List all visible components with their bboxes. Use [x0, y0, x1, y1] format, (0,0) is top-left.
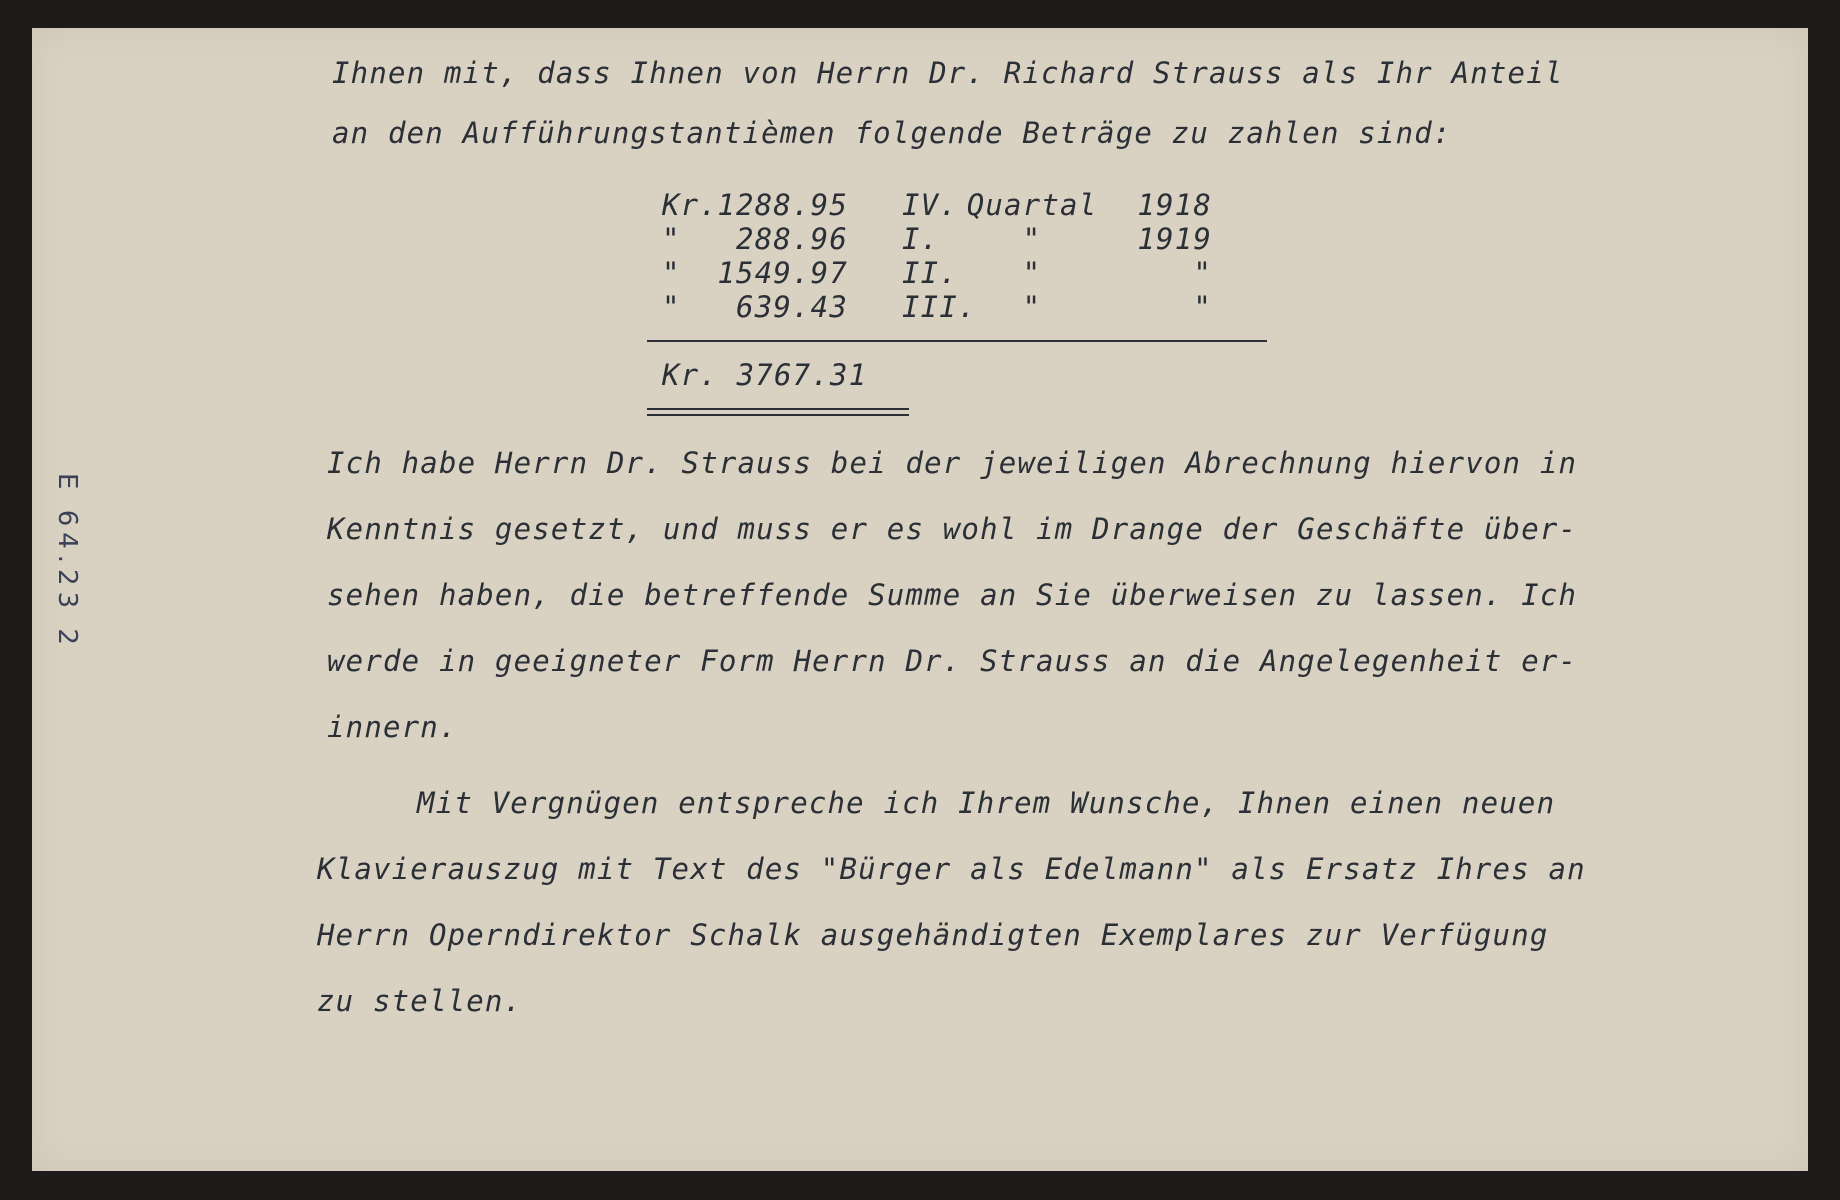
amount-cell: 1549.97 [717, 256, 848, 290]
text-line: innern. [327, 710, 458, 744]
quarter-cell: I. [902, 222, 940, 256]
text-line: Klavierauszug mit Text des "Bürger als Edelmann" als Ersatz Ihres an [317, 852, 1586, 886]
text-line: Kenntnis gesetzt, und muss er es wohl im Drange der Geschäfte über- [327, 512, 1578, 546]
year-cell: " [1193, 256, 1212, 290]
text-line: an den Aufführungstantièmen folgende Beträge zu zahlen sind: [332, 116, 1452, 150]
period-cell: " [1022, 290, 1042, 324]
total-double-rule [647, 408, 909, 416]
amount-cell: 1288.95 [717, 188, 848, 222]
sum-rule [647, 340, 1267, 342]
period-cell: Quartal [966, 188, 1098, 222]
quarter-cell: II. [902, 256, 958, 290]
period-cell: " [1022, 256, 1042, 290]
year-cell: " [1193, 290, 1212, 324]
currency-cell: " [662, 256, 681, 290]
quarter-cell: IV. [902, 188, 958, 222]
text-line: Herrn Operndirektor Schalk ausgehändigten Exemplares zur Verfügung [317, 918, 1549, 952]
archive-signature-mark: E 64.23 2 [52, 473, 82, 651]
text-line: werde in geeigneter Form Herrn Dr. Strauss an die Angelegenheit er- [327, 644, 1578, 678]
currency-cell: " [662, 290, 681, 324]
total-amount: Kr. 3767.31 [662, 358, 868, 392]
text-line: Ich habe Herrn Dr. Strauss bei der jeweiligen Abrechnung hiervon in [327, 446, 1578, 480]
amounts-table [632, 188, 1272, 448]
currency-cell: Kr. [662, 188, 718, 222]
text-line: Mit Vergnügen entspreche ich Ihrem Wunsche, Ihnen einen neuen [417, 786, 1556, 820]
text-line: Ihnen mit, dass Ihnen von Herrn Dr. Richard Strauss als Ihr Anteil [332, 56, 1564, 90]
amount-cell: 639.43 [736, 290, 848, 324]
amount-cell: 288.96 [736, 222, 848, 256]
quarter-cell: III. [902, 290, 977, 324]
period-cell: " [1022, 222, 1042, 256]
currency-cell: " [662, 222, 681, 256]
text-line: sehen haben, die betreffende Summe an Sie überweisen zu lassen. Ich [327, 578, 1578, 612]
year-cell: 1918 [1137, 188, 1212, 222]
text-line: zu stellen. [317, 984, 523, 1018]
letter-page [32, 28, 1808, 1171]
year-cell: 1919 [1137, 222, 1212, 256]
